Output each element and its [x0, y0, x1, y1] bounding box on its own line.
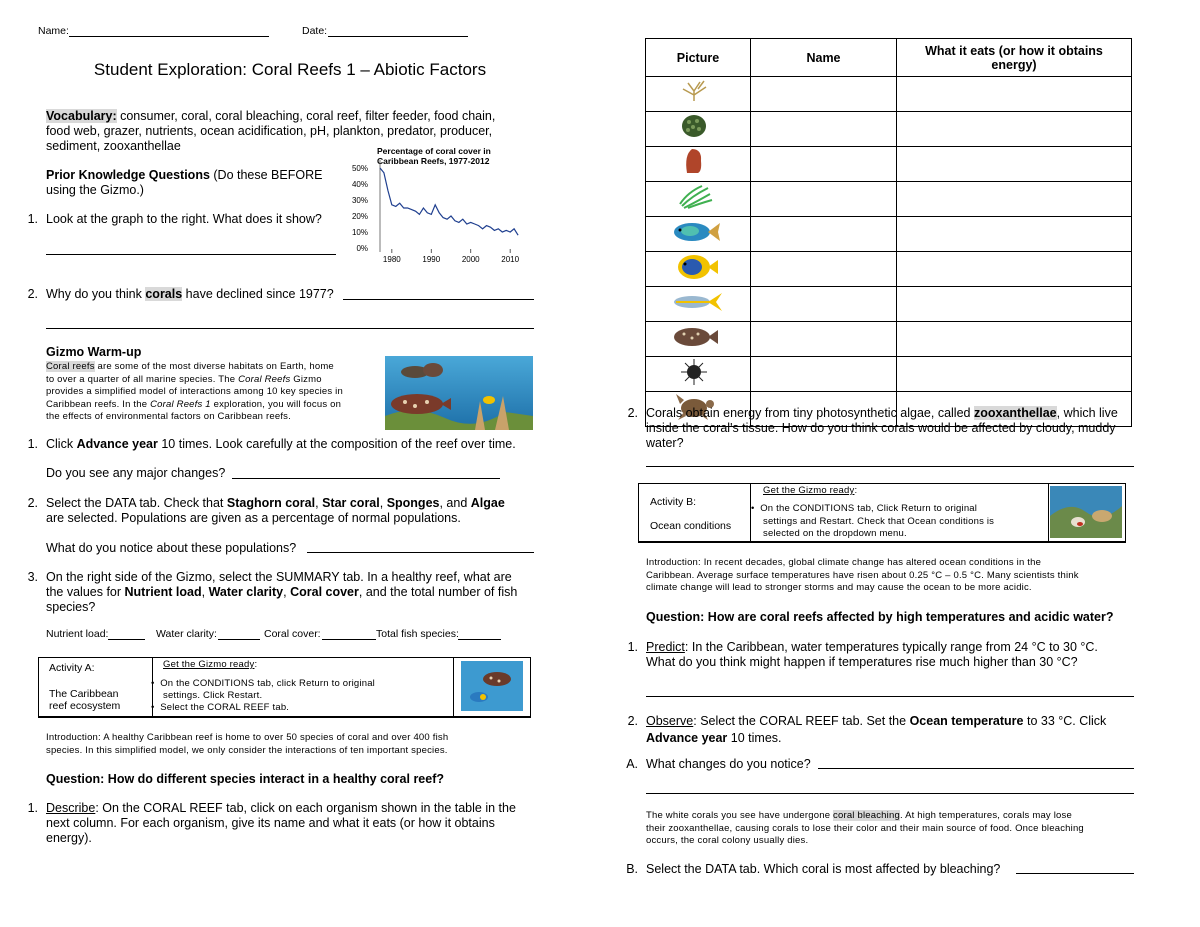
yellowtail-snapper-icon — [646, 287, 750, 316]
x-tick-label: 1990 — [422, 255, 441, 264]
warmup-q1: Click Advance year 10 times. Look carefully at the composition of the reef over time. — [46, 437, 516, 451]
name-cell[interactable] — [751, 252, 897, 287]
activity-a-ready: Get the Gizmo ready: — [163, 659, 258, 670]
organism-table — [645, 38, 1132, 427]
answer-line[interactable] — [343, 299, 534, 300]
eats-cell[interactable] — [897, 252, 1132, 287]
intro-a: Introduction: A healthy Caribbean reef is home to over 50 species of coral and over 400 fish species. In this simplified model, we only consider the interactions of ten important species. — [46, 732, 449, 756]
name-cell[interactable] — [751, 322, 897, 357]
warmup-q2-sub: What do you notice about these populations? — [46, 541, 297, 555]
question-b-data: Select the DATA tab. Which coral is most affected by bleaching? — [646, 862, 1001, 876]
warmup-paragraph: Coral reefs are some of the most diverse habitats on Earth, home to over a quarter of all marine species. The Coral Reefs Gizmo provides a simplified model of interactions among 10 key species in Caribbean reefs. In the Coral Reefs 1 exploration, you will focus on the effects of environmental factors on Caribbean reefs. — [46, 361, 343, 422]
clarity-field[interactable] — [218, 639, 260, 640]
activity-b-box — [638, 483, 1126, 543]
table-row — [646, 77, 1132, 112]
table-row — [646, 147, 1132, 182]
y-tick-label: 30% — [351, 196, 368, 205]
activity-a-box — [38, 657, 531, 718]
name-cell[interactable] — [751, 357, 897, 392]
question-a: Question: How do different species interact in a healthy coral reef? — [46, 772, 445, 786]
nutrient-field[interactable] — [108, 639, 145, 640]
table-row — [646, 252, 1132, 287]
picture-cell — [646, 77, 751, 112]
name-label: Name: — [38, 25, 69, 37]
header-eats: What it eats (or how it obtains energy) — [897, 39, 1132, 77]
bleaching-paragraph: The white corals you see have undergone coral bleaching. At high temperatures, corals may lose their zooxanthellae, causing corals to lose their color and their main source of food. Once bleaching occurs, the coral colony usually dies. — [646, 810, 1084, 846]
parrotfish-icon — [646, 217, 750, 246]
answer-line[interactable] — [818, 768, 1134, 769]
activity-b-subtitle: Ocean conditions — [650, 520, 732, 532]
branching-coral-icon — [646, 77, 750, 106]
y-tick-label: 0% — [356, 244, 368, 253]
table-row — [646, 287, 1132, 322]
picture-cell — [646, 147, 751, 182]
angelfish-icon — [646, 252, 750, 281]
prior-q2: Why do you think corals have declined since 1977? — [46, 287, 334, 301]
coral-cover-chart — [340, 140, 540, 268]
describe-q: Describe: On the CORAL REEF tab, click on each organism shown in the table in the next column. For each organism, give its name and what it eats (or how it obtains energy). — [46, 801, 516, 845]
table-row — [646, 112, 1132, 147]
eats-cell[interactable] — [897, 112, 1132, 147]
activity-a-label: Activity A: — [49, 662, 95, 674]
x-tick-label: 2000 — [461, 255, 480, 264]
eats-cell[interactable] — [897, 182, 1132, 217]
name-cell[interactable] — [751, 147, 897, 182]
header-picture: Picture — [646, 39, 751, 77]
picture-cell — [646, 217, 751, 252]
eats-cell[interactable] — [897, 357, 1132, 392]
picture-cell — [646, 112, 751, 147]
answer-line[interactable] — [307, 552, 534, 553]
picture-cell — [646, 182, 751, 217]
date-field[interactable] — [328, 36, 468, 37]
name-field[interactable] — [69, 36, 269, 37]
warmup-q1-sub: Do you see any major changes? — [46, 466, 226, 480]
picture-cell — [646, 357, 751, 392]
chart-title-2: Caribbean Reefs, 1977-2012 — [377, 156, 490, 166]
x-tick-label: 1980 — [382, 255, 401, 264]
answer-line[interactable] — [646, 696, 1134, 697]
eats-cell[interactable] — [897, 147, 1132, 182]
grouper-icon — [646, 322, 750, 351]
y-tick-label: 20% — [351, 212, 368, 221]
table-row — [646, 217, 1132, 252]
sponge-icon — [646, 147, 750, 176]
activity-b-steps: • On the CONDITIONS tab, Click Return to original settings and Restart. Check that Ocean conditions is selected on the dropdown menu. — [751, 503, 995, 539]
answer-line[interactable] — [1016, 873, 1134, 874]
activity-b-ready: Get the Gizmo ready: — [763, 485, 858, 496]
x-tick-label: 2010 — [501, 255, 520, 264]
page-title: Student Exploration: Coral Reefs 1 – Abiotic Factors — [93, 60, 487, 79]
prior-q1: Look at the graph to the right. What does it show? — [46, 212, 322, 226]
warmup-q3: On the right side of the Gizmo, select the SUMMARY tab. In a healthy reef, what are the values for Nutrient load, Water clarity, Coral cover, and the total number of fish species? — [46, 570, 518, 614]
name-cell[interactable] — [751, 77, 897, 112]
ocean-thumbnail — [1050, 486, 1122, 538]
date-label: Date: — [302, 25, 328, 37]
table-row — [646, 357, 1132, 392]
answer-line[interactable] — [646, 466, 1134, 467]
eats-cell[interactable] — [897, 217, 1132, 252]
observe-q: Observe: Select the CORAL REEF tab. Set the Ocean temperature to 33 °C. Click Advance year 10 times. — [646, 714, 1107, 745]
reef-image — [385, 356, 533, 430]
predict-q: Predict: In the Caribbean, water temperatures typically range from 24 °C to 30 °C. What do you think might happen if temperatures rise much higher than 30 °C? — [646, 640, 1098, 669]
algae-icon — [646, 182, 750, 211]
warmup-heading: Gizmo Warm-up — [46, 345, 142, 359]
activity-a-steps: • On the CONDITIONS tab, click Return to original settings. Click Restart. • Select the CORAL REEF tab. — [151, 678, 375, 713]
table-row — [646, 322, 1132, 357]
coral-cover-line — [380, 168, 518, 235]
zoo-question: Corals obtain energy from tiny photosynthetic algae, called zooxanthellae, which live inside the coral's tissue. How do you think corals would be affected by cloudy, muddy water? — [646, 406, 1118, 450]
eats-cell[interactable] — [897, 287, 1132, 322]
answer-line[interactable] — [46, 254, 336, 255]
answer-line[interactable] — [46, 328, 534, 329]
name-cell[interactable] — [751, 112, 897, 147]
y-tick-label: 50% — [351, 164, 368, 173]
summary-fields: Nutrient load: Water clarity: Coral cover: Total fish species: — [46, 628, 546, 642]
header-name: Name — [751, 39, 897, 77]
name-cell[interactable] — [751, 287, 897, 322]
picture-cell — [646, 287, 751, 322]
cover-field[interactable] — [322, 639, 376, 640]
observe-qa: What changes do you notice? — [646, 757, 811, 771]
eats-cell[interactable] — [897, 322, 1132, 357]
reef-thumbnail — [461, 661, 523, 711]
y-tick-label: 10% — [351, 228, 368, 237]
warmup-q2: Select the DATA tab. Check that Staghorn coral, Star coral, Sponges, and Algae are selected. Populations are given as a percentage of normal populations. — [46, 496, 505, 525]
name-cell[interactable] — [751, 182, 897, 217]
vocab-label: Vocabulary: — [46, 109, 117, 123]
sea-urchin-icon — [646, 357, 750, 386]
eats-cell[interactable] — [897, 77, 1132, 112]
question-b: Question: How are coral reefs affected by high temperatures and acidic water? — [646, 610, 1114, 624]
table-row — [646, 182, 1132, 217]
picture-cell — [646, 322, 751, 357]
answer-line[interactable] — [232, 478, 500, 479]
vocabulary: Vocabulary: consumer, coral, coral bleaching, coral reef, filter feeder, food chain, food web, grazer, nutrients, ocean acidification, pH, plankton, predator, producer, sediment, zooxanthellae — [46, 109, 496, 153]
y-tick-label: 40% — [351, 180, 368, 189]
answer-line[interactable] — [646, 793, 1134, 794]
fish-field[interactable] — [458, 639, 501, 640]
star-coral-icon — [646, 112, 750, 141]
name-cell[interactable] — [751, 217, 897, 252]
activity-a-subtitle: The Caribbean reef ecosystem — [49, 688, 121, 712]
intro-b: Introduction: In recent decades, global climate change has altered ocean conditions in the Caribbean. Average surface temperatures have risen about 0.25 °C – 0.5 °C. Many scientists think climate change will lead to stronger storms and may cause the ocean to be more acidic. — [646, 557, 1079, 593]
prior-heading: Prior Knowledge Questions (Do these BEFORE using the Gizmo.) — [46, 168, 323, 197]
picture-cell — [646, 252, 751, 287]
chart-title-1: Percentage of coral cover in — [377, 146, 491, 156]
activity-b-label: Activity B: — [650, 496, 697, 508]
